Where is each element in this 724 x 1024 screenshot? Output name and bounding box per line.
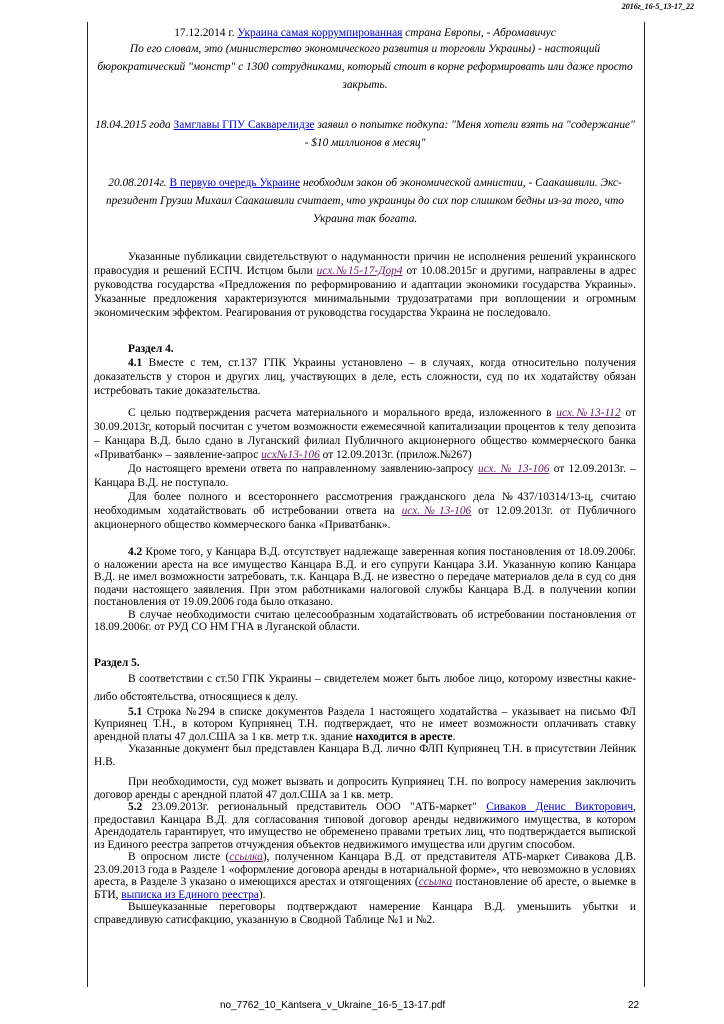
left-margin-line [87,22,88,987]
clause-bold: находится в аресте [355,730,453,743]
news-item-3 [94,174,636,228]
clause-text: ), полученном Канцара В.Д. от представителя АТБ-маркет Сивакова Д.В. 23.09.2013 года в Разделе 1 «оформление договора аренды в нотариальной форме», что невозможно в условиях ареста, в Разделе 3 указано о имеющихся арестах и отягощениях ( [94,851,636,888]
news-text: необходим закон об экономической амнистии, - Саакашвили. [302,177,598,189]
section-4-2c [94,490,636,532]
right-margin-line [644,22,645,987]
clause-text: В опросном листе ( [128,851,230,863]
section-5-title: Раздел 5. [94,656,140,669]
section-5-4 [94,801,636,851]
ref-link[interactable]: ссылка [418,876,453,888]
clause-number: 4.1 [128,357,143,369]
clause-text: С целью подтверждения расчета материального и морального вреда, изложенного в [128,407,552,419]
news-link[interactable]: В первую очередь Украине [169,177,301,189]
ref-link[interactable]: исх№13-106 [261,449,320,461]
clause-text: Строка №294 в списке документов Раздела 1 настоящего ходатайства – указывает на письмо ФЛ Куприянец Т.Н., в котором Куприянец Т.Н. подтверждает, что не имеет возможности оплачивать ставку арендной платы 47 дол.США за 1 кв. метр т.к. здание [94,705,636,743]
clause-text: от 12.09.2013г. – Канцара В.Д. не поступало. [94,463,636,489]
section-4-3 [94,546,636,609]
section-4-title: Раздел 4. [128,343,174,355]
header-stamp: 2016г_16-5_13-17_22 [621,2,694,11]
news-body: Экс-президент Грузии Михаил Саакашвили считает, что украинцы до сих пор слишком бедны из-за того, что Украина так богата. [105,177,625,225]
news-body-1: По его словам, это (министерство экономического развития и торговли Украины) - настоящий бюрократический "монстр" с 1300 сотрудниками, который стоит в корне реформировать или даже просто закрыть. [97,43,633,91]
ref-link[interactable]: ссылка [229,851,263,863]
clause-text: постановление об аресте, о выемке в БТИ, [94,876,636,901]
news-date: 18.04.2015 года [95,119,171,131]
clause-text: 23.09.2013г. региональный представитель ООО "АТБ-маркет" [151,801,477,813]
section-4-4: В случае необходимости считаю целесообразным ходатайствовать об истребовании постановления от 18.09.2006г. от РУД СО НМ ГНА в Луганской области. [94,608,636,633]
clause-text: До настоящего времени ответа по направленному заявлению-запросу [128,463,474,475]
section-5-5 [94,851,636,901]
news-text: заявил о попытке подкупа: "Меня хотели взять на "содержание" - $10 миллионов в месяц" [304,119,635,149]
clause-number: 4.2 [128,546,143,558]
section-5-6: Вышеуказанные переговоры подтверждают намерение Канцара В.Д. уменьшить убытки и справедливую сатисфакцию, указанную в Сводной Таблице №1 и №2. [94,901,636,926]
page-number: 22 [628,1000,640,1011]
clause-number: 5.2 [128,801,143,813]
news-date: 17.12.2014 г. [174,27,235,39]
clause-text: от 30.09.2013г, который посчитан с учетом возможности ежемесячной капитализации процентов к телу депозита – Канцара В.Д. было сдано в Луганский филиал Публичного акционерного общество коммерческого банка «Приватбанк» – заявление-запрос [94,407,636,461]
section-5-3: При необходимости, суд может вызвать и допросить Куприянец Т.Н. по вопросу намерения заключить договор аренды с арендной платой 47 дол.США за 1 кв. метр. [94,776,636,801]
section-4-2b [94,462,636,490]
clause-number: 5.1 [128,705,143,718]
clause-text: Вместе с тем, ст.137 ГПК Украины установлено – в случаях, когда относительно получения доказательств у сторон и других лиц, участвующих в деле, есть сложности, суд по их ходатайству обязан истребовать такие доказательства. [94,357,636,397]
section-5-0: В соответствии с ст.50 ГПК Украины – свидетелем может быть любое лицо, которому известны какие-либо обстоятельства, относящиеся к делу. [94,672,636,703]
registry-link[interactable]: выписка из Единого реестра [121,888,259,901]
section-4-2a [94,406,636,462]
person-link[interactable]: Сиваков Денис Викторович [486,801,634,813]
news-item-2 [94,116,636,152]
clause-text: , предоставил Канцара В.Д. для согласования типовой договор аренды недвижимого имущества, в котором Арендодатель гарантирует, что имущество не обременено правами третьих лиц, что подтверждается выпиской из Единого реестра запретов отчуждения объектов недвижимого имущества или другим способом. [94,801,636,851]
ref-link[interactable]: исх.№13-106 [401,505,472,517]
ref-link[interactable]: исх.№13-112 [556,407,621,419]
intro-link[interactable]: исх.№15-17-Дор4 [316,265,403,277]
section-5-1 [94,706,636,744]
news-text: страна Европы, - Абромавичус [405,27,556,39]
clause-text: Кроме того, у Канцара В.Д. отсутствует надлежаще заверенная копия постановления от 18.09.2006г. о наложении ареста на все имущество Канцара В.Д. и его супруги Канцара З.И. Указанную копию Канцара В.Д. не имел возможности затребовать, т.к. Канцара В.Д. не известно о передаче материалов дела в суд со дня подачи настоящего заявления. При этом работниками налоговой службы Канцара В.Д. в получении копии постановления от 19.09.2006 года было отказано. [94,546,636,608]
clause-text: от 12.09.2013г. (прилож.№267) [322,449,472,461]
intro-paragraph [94,250,636,320]
news-link[interactable]: Замглавы ГПУ Сакварелидзе [173,119,315,131]
news-date: 20.08.2014г. [108,177,167,189]
news-link[interactable]: Украина самая коррумпированная [237,27,403,39]
clause-text: Для более полного и всестороннего рассмотрения гражданского дела №437/10314/13-ц, считаю необходимым ходатайствовать об истребовании ответа на [94,491,636,517]
news-item-1 [94,26,636,40]
intro-text-tail: от 10.08.2015г и другими, направлены в адрес руководства государства «Предложения по реформированию и адаптации экономики государства Украины». Указанные предложения характеризуются минимальными трудозатратами при воплощении и огромным экономическим эффектом. Реагирования от руководства государства Украина не последовало. [94,265,637,319]
clause-end: . [452,730,456,743]
section-4-1 [94,356,636,398]
section-5-2: Указанные документ был представлен Канцара В.Д. лично ФЛП Куприянец Т.Н. в присутствии Лейник Н.В. [94,743,636,768]
footer-filename: no_7762_10_Kantsera_v_Ukraine_16-5_13-17.pdf [220,1000,446,1011]
intro-text: Указанные публикации свидетельствуют о надуманности причин не исполнения решений украинского правосудия и решений ЕСПЧ. Истцом были [94,251,636,277]
clause-text: от 12.09.2013г. от Публичного акционерного общество коммерческого банка «Приватбанк». [94,505,637,531]
ref-link[interactable]: исх. № 13-106 [477,463,550,475]
document-page [94,26,636,926]
clause-text: ). [258,888,266,901]
